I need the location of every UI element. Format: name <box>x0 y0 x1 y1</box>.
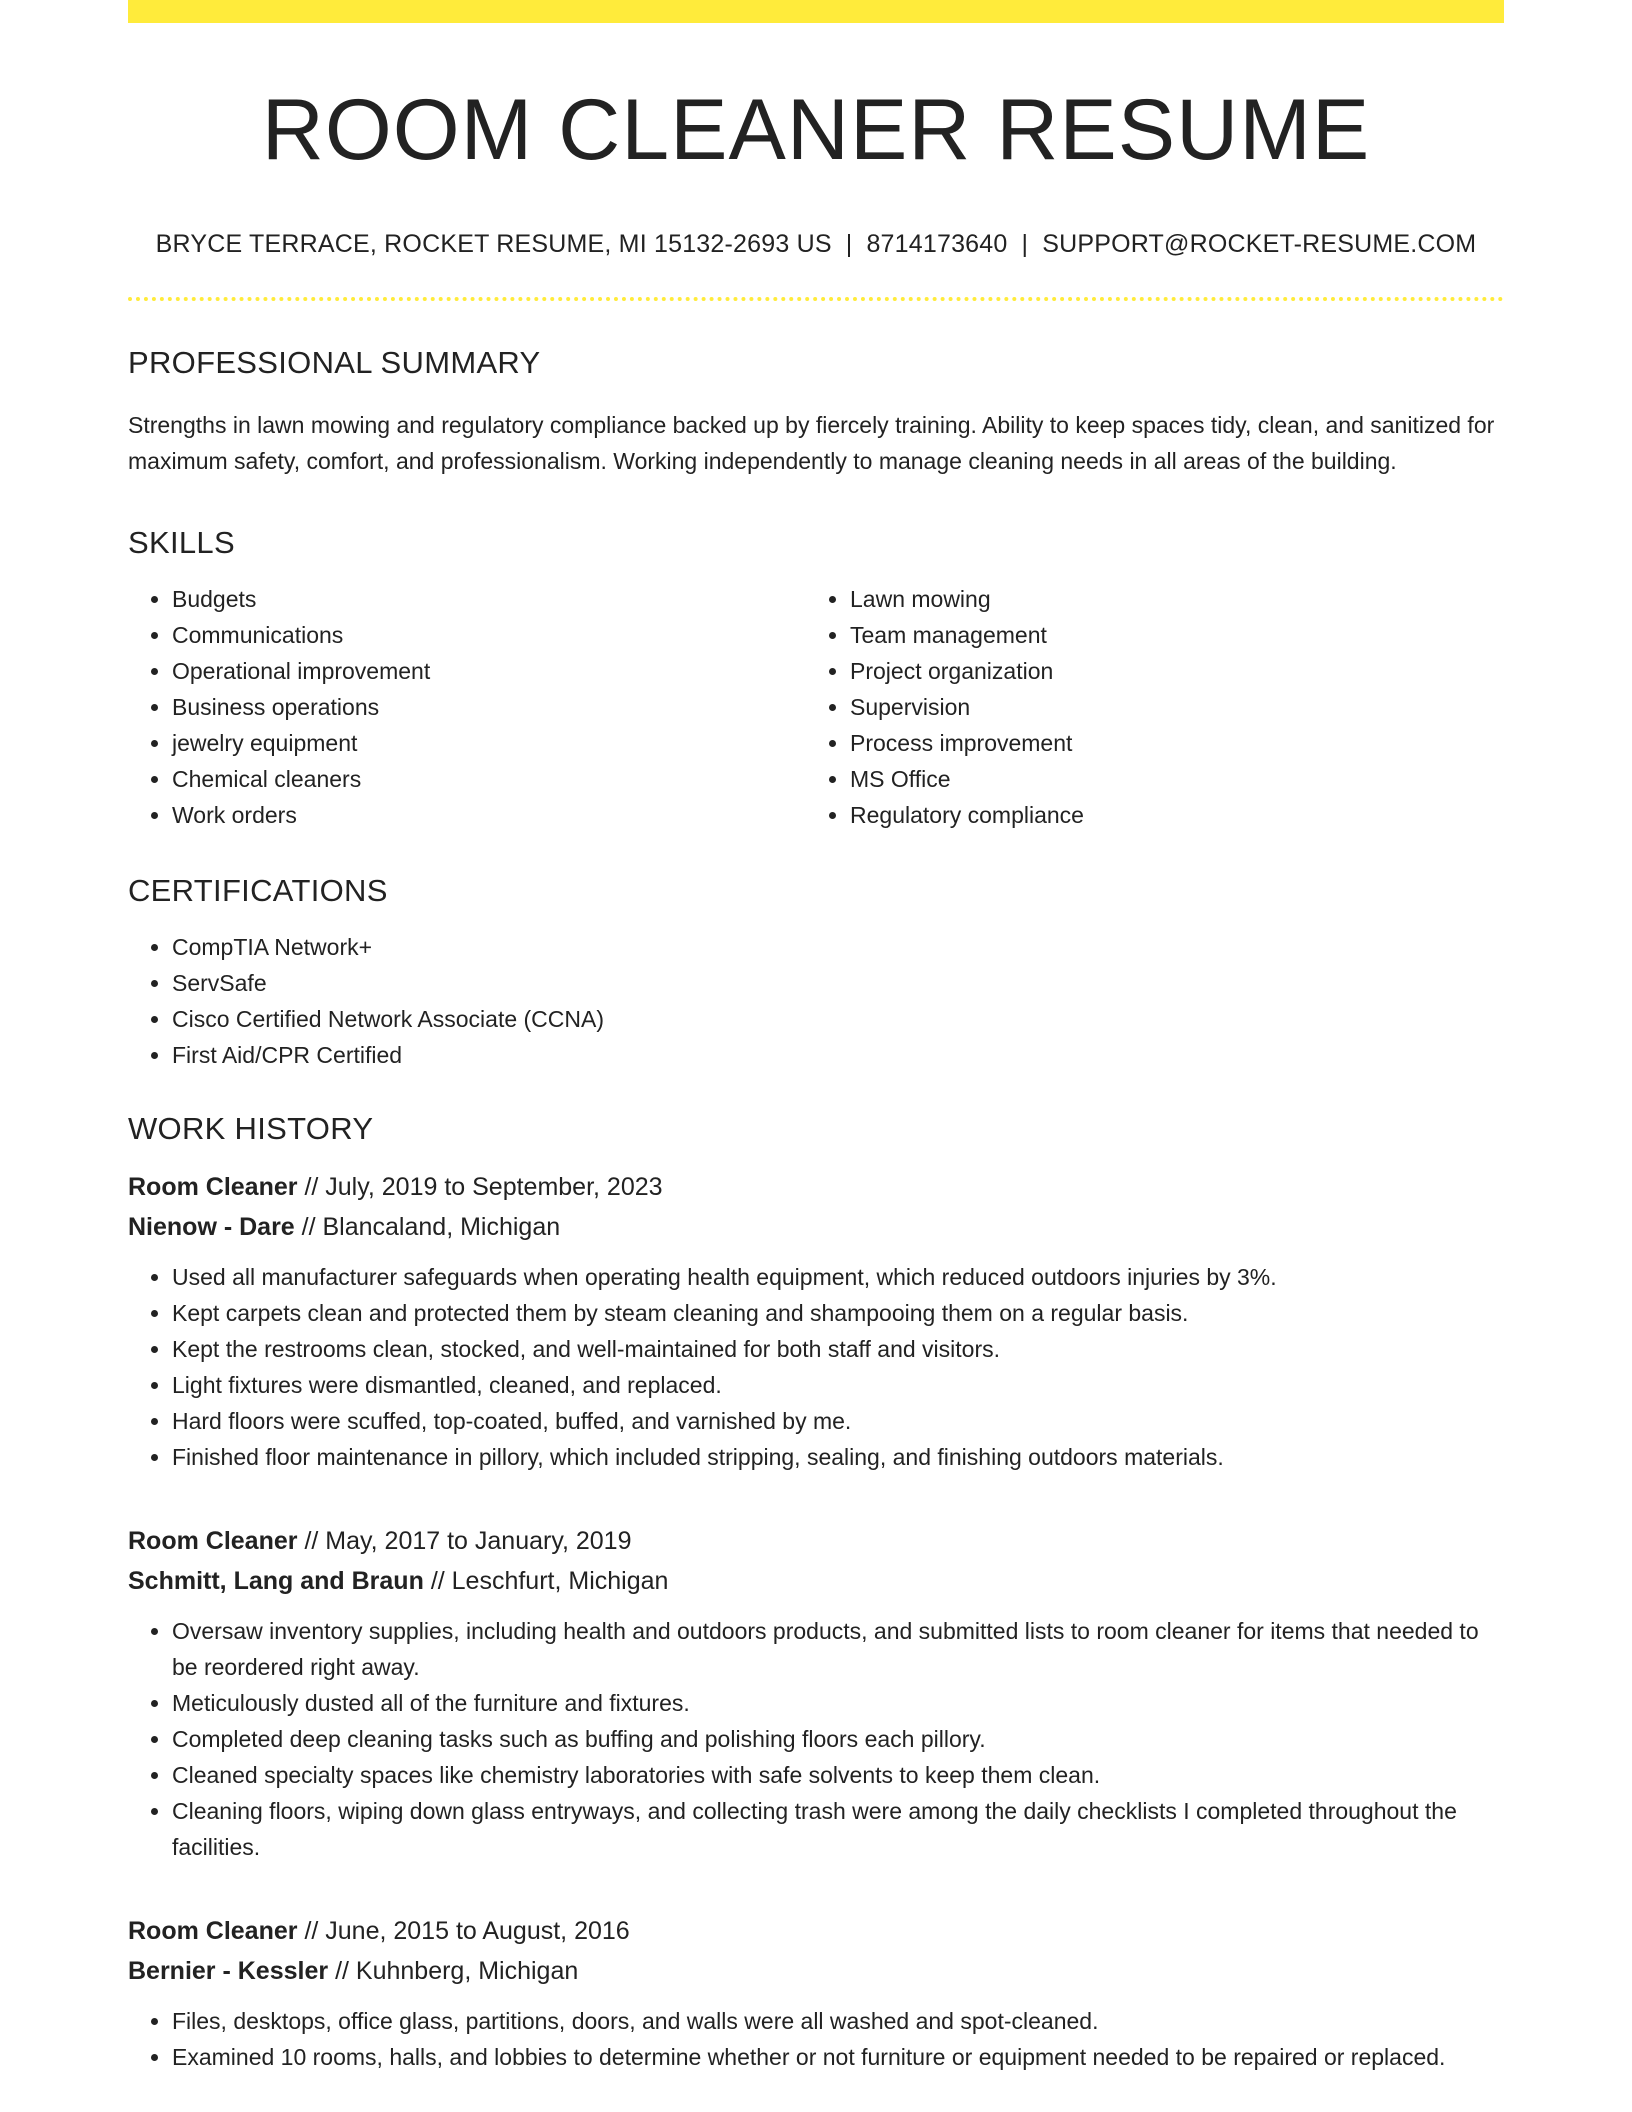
contact-phone: 8714173640 <box>866 229 1008 258</box>
job-title-line <box>128 1521 1504 1561</box>
skill-item: • Communications <box>172 617 806 653</box>
job-bullet: • Kept the restrooms clean, stocked, and well-maintained for both staff and visitors. <box>172 1331 1504 1367</box>
skill-item: • Budgets <box>172 581 806 617</box>
skill-item: • Chemical cleaners <box>172 761 806 797</box>
accent-top-bar <box>128 0 1504 23</box>
job-company: Schmitt, Lang and Braun <box>128 1566 424 1595</box>
job-company-line <box>128 1561 1504 1601</box>
job-bullets <box>128 2003 1504 2075</box>
skill-item: • Regulatory compliance <box>850 797 1484 833</box>
skill-item: • Business operations <box>172 689 806 725</box>
job-company-line <box>128 1207 1504 1247</box>
resume-title: ROOM CLEANER RESUME <box>261 82 1371 178</box>
skills-grid <box>128 581 1504 833</box>
job-bullets <box>128 1613 1504 1865</box>
job-bullet: • Used all manufacturer safeguards when operating health equipment, which reduced outdoors injuries by 3%. <box>172 1259 1504 1295</box>
job-bullet: • Finished floor maintenance in pillory, which included stripping, sealing, and finishing outdoors materials. <box>172 1439 1504 1475</box>
job-location: // Blancaland, Michigan <box>301 1212 561 1241</box>
contact-separator: | <box>845 229 853 258</box>
job-title: Room Cleaner <box>128 1172 298 1201</box>
skill-item: • Lawn mowing <box>850 581 1484 617</box>
skills-list-right <box>806 581 1484 833</box>
job-company: Nienow - Dare <box>128 1212 295 1241</box>
dotted-divider <box>128 297 1504 301</box>
job-title: Room Cleaner <box>128 1916 298 1945</box>
job-dates: // July, 2019 to September, 2023 <box>304 1172 663 1201</box>
contact-address: BRYCE TERRACE, ROCKET RESUME, MI 15132-2693 US <box>155 229 832 258</box>
job-bullet: • Meticulously dusted all of the furniture and fixtures. <box>172 1685 1504 1721</box>
job-bullet: • Files, desktops, office glass, partitions, doors, and walls were all washed and spot-cleaned. <box>172 2003 1504 2039</box>
job-bullet: • Kept carpets clean and protected them by steam cleaning and shampooing them on a regular basis. <box>172 1295 1504 1331</box>
job-title-line <box>128 1911 1504 1951</box>
skills-heading: SKILLS <box>128 524 235 560</box>
certifications-list <box>128 929 1504 1073</box>
skills-list-left <box>128 581 806 833</box>
skill-item: • jewelry equipment <box>172 725 806 761</box>
job-bullet: • Examined 10 rooms, halls, and lobbies to determine whether or not furniture or equipment needed to be repaired or replaced. <box>172 2039 1504 2075</box>
contact-line <box>128 230 1504 259</box>
job-bullet: • Hard floors were scuffed, top-coated, buffed, and varnished by me. <box>172 1403 1504 1439</box>
job-bullets <box>128 1259 1504 1475</box>
job-location: // Leschfurt, Michigan <box>430 1566 669 1595</box>
summary-heading: PROFESSIONAL SUMMARY <box>128 344 541 380</box>
summary-text: Strengths in lawn mowing and regulatory compliance backed up by fiercely training. Ability to keep spaces tidy, clean, and sanitized for maximum safety, comfort, and professionalism. Working independently to manage cleaning needs in all areas of the building. <box>128 411 1495 474</box>
certification-item: • First Aid/CPR Certified <box>172 1037 1504 1073</box>
job-title-line <box>128 1167 1504 1207</box>
certifications-heading: CERTIFICATIONS <box>128 872 388 908</box>
job-entry <box>128 1911 1504 2075</box>
resume-page <box>128 0 1504 2075</box>
job-company: Bernier - Kessler <box>128 1956 329 1985</box>
contact-email: SUPPORT@ROCKET-RESUME.COM <box>1042 229 1477 258</box>
certification-item: • Cisco Certified Network Associate (CCNA) <box>172 1001 1504 1037</box>
work-history-heading: WORK HISTORY <box>128 1110 374 1146</box>
skill-item: • Project organization <box>850 653 1484 689</box>
job-bullet: • Completed deep cleaning tasks such as buffing and polishing floors each pillory. <box>172 1721 1504 1757</box>
job-dates: // June, 2015 to August, 2016 <box>304 1916 630 1945</box>
skill-item: • Operational improvement <box>172 653 806 689</box>
job-bullet: • Cleaning floors, wiping down glass entryways, and collecting trash were among the daily checklists I completed throughout the facilities. <box>172 1793 1504 1865</box>
skills-column-left <box>128 581 806 833</box>
job-company-line <box>128 1951 1504 1991</box>
skill-item: • Team management <box>850 617 1484 653</box>
skill-item: • Process improvement <box>850 725 1484 761</box>
skill-item: • Supervision <box>850 689 1484 725</box>
skill-item: • Work orders <box>172 797 806 833</box>
certification-item: • CompTIA Network+ <box>172 929 1504 965</box>
job-dates: // May, 2017 to January, 2019 <box>304 1526 632 1555</box>
skill-item: • MS Office <box>850 761 1484 797</box>
job-bullet: • Oversaw inventory supplies, including health and outdoors products, and submitted lists to room cleaner for items that needed to be reordered right away. <box>172 1613 1504 1685</box>
contact-separator: | <box>1021 229 1029 258</box>
job-bullet: • Cleaned specialty spaces like chemistry laboratories with safe solvents to keep them clean. <box>172 1757 1504 1793</box>
job-title: Room Cleaner <box>128 1526 298 1555</box>
job-entry <box>128 1521 1504 1865</box>
job-entry <box>128 1167 1504 1475</box>
skills-column-right <box>806 581 1484 833</box>
job-location: // Kuhnberg, Michigan <box>335 1956 579 1985</box>
certification-item: • ServSafe <box>172 965 1504 1001</box>
job-bullet: • Light fixtures were dismantled, cleaned, and replaced. <box>172 1367 1504 1403</box>
